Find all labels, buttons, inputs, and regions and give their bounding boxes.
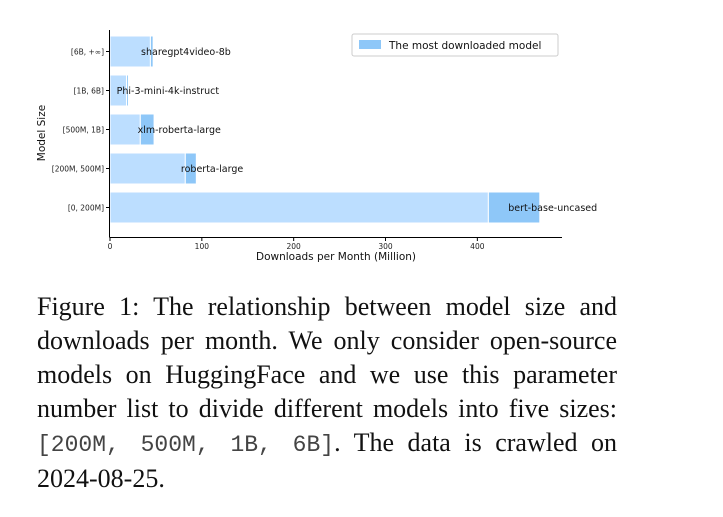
x-axis-label: Downloads per Month (Million) bbox=[255, 251, 417, 263]
caption-text: The relationship between model size and downloads per month. We only consider open-source models on HuggingFace and we use this parameter number list to divide different models into five sizes: bbox=[37, 292, 618, 423]
x-tick-label: 300 bbox=[378, 242, 393, 251]
bar-label: Phi-3-mini-4k-instruct bbox=[116, 86, 220, 97]
bar-other-models bbox=[110, 114, 140, 145]
x-tick-label: 0 bbox=[107, 242, 113, 251]
legend-label: The most downloaded model bbox=[389, 40, 542, 52]
x-tick-label: 400 bbox=[470, 242, 485, 251]
x-tick-label: 200 bbox=[286, 242, 301, 251]
bar-label: bert-base-uncased bbox=[508, 203, 598, 214]
y-tick-label: [6B, +∞] bbox=[70, 47, 104, 57]
x-tick-label: 100 bbox=[194, 242, 210, 251]
y-tick-label: [0, 200M] bbox=[67, 203, 104, 213]
bar-other-models bbox=[110, 153, 185, 184]
bar-label: xlm-roberta-large bbox=[137, 125, 221, 136]
bar-other-models bbox=[110, 192, 488, 223]
y-tick-label: [200M, 500M] bbox=[51, 164, 104, 174]
legend bbox=[352, 34, 558, 56]
y-tick-label: [500M, 1B] bbox=[62, 125, 104, 135]
figure-caption bbox=[37, 290, 617, 496]
caption-code: [200M, 500M, 1B, 6B] bbox=[37, 432, 335, 458]
y-tick-label: [1B, 6B] bbox=[73, 86, 104, 96]
caption-text-end: . The data is crawled on 2024-08-25. bbox=[37, 428, 617, 493]
y-axis-label: Model Size bbox=[36, 104, 48, 162]
legend-swatch bbox=[359, 40, 381, 49]
bar-label: sharegpt4video-8b bbox=[141, 47, 231, 58]
caption-label: Figure 1: bbox=[37, 292, 140, 321]
bar-label: roberta-large bbox=[180, 164, 244, 175]
